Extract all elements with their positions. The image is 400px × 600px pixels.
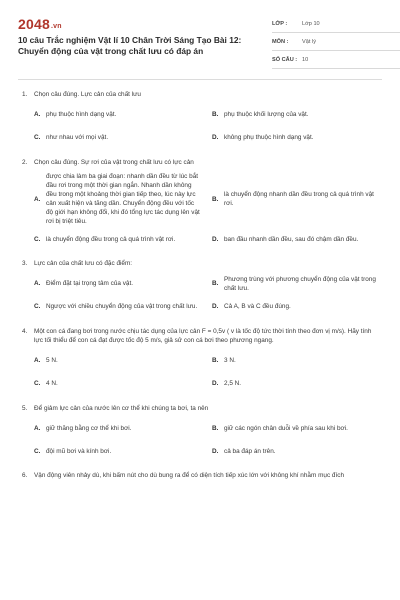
question-number: 2.	[22, 158, 28, 166]
option-text: 3 N.	[224, 357, 236, 364]
answer-options	[18, 172, 382, 249]
option-b[interactable]	[212, 105, 382, 125]
option-d[interactable]	[212, 374, 382, 394]
meta-label: MÔN :	[272, 38, 289, 45]
option-letter: A.	[34, 280, 41, 287]
option-letter: C.	[34, 134, 41, 141]
option-a[interactable]	[34, 351, 204, 371]
option-text: cả ba đáp án trên.	[224, 447, 276, 455]
answer-options	[18, 105, 382, 148]
option-b[interactable]	[212, 274, 382, 294]
option-c[interactable]	[34, 229, 204, 249]
answer-options	[18, 274, 382, 317]
document-title: 10 câu Trắc nghiệm Vật lí 10 Chân Trời Sáng Tạo Bài 12: Chuyển động của vật trong chất lưu có đáp án	[18, 35, 242, 56]
option-text: Phương trùng với phương chuyển động của vật trong chất lưu.	[224, 275, 376, 292]
option-letter: D.	[212, 447, 219, 455]
question-number: 4.	[22, 327, 28, 335]
option-text: Ngược với chiều chuyển động của vật trong chất lưu.	[46, 303, 198, 310]
question-list	[18, 80, 382, 481]
meta-row-class	[272, 15, 400, 33]
question-stem	[18, 471, 382, 481]
question-number: 1.	[22, 91, 28, 98]
option-letter: A.	[34, 424, 41, 432]
question-text: Một con cá đang bơi trong nước chịu tác dụng của lực cản F = 0,5v ( v là tốc độ tức thời tính theo đơn vị m/s). Hãy tính lực tối thiểu để con cá đạt được tốc độ 5 m/s, giả sử con cá bơi theo phương ngang.	[34, 327, 372, 344]
option-a[interactable]	[34, 274, 204, 294]
question-3	[18, 259, 382, 317]
option-text: giữ các ngón chân duỗi về phía sau khi bơi.	[224, 424, 348, 432]
option-text: như nhau với mọi vật.	[46, 134, 109, 141]
option-letter: B.	[212, 424, 219, 432]
option-letter: C.	[34, 380, 41, 387]
option-a[interactable]	[34, 172, 204, 226]
option-letter: B.	[212, 280, 219, 287]
option-b[interactable]	[212, 351, 382, 371]
meta-label: LỚP :	[272, 20, 288, 27]
document-meta	[272, 15, 400, 69]
question-text: Vận động viên nhảy dù, khi bấm nút cho dù bung ra để có diện tích tiếp xúc lớn với không khí nhằm mục đích	[34, 472, 344, 479]
document-header	[18, 0, 382, 80]
option-text: giữ thăng bằng cơ thể khi bơi.	[46, 424, 132, 432]
option-a[interactable]	[34, 105, 204, 125]
question-text: Lực cản của chất lưu có đặc điểm:	[34, 260, 133, 267]
question-stem	[18, 158, 382, 168]
question-6	[18, 471, 382, 481]
option-c[interactable]	[34, 374, 204, 394]
option-letter: B.	[212, 111, 219, 118]
site-logo[interactable]	[18, 16, 62, 32]
option-text: 2,5 N.	[224, 380, 242, 387]
answer-options	[18, 351, 382, 394]
option-d[interactable]	[212, 229, 382, 249]
option-text: được chia làm ba giai đoạn: nhanh dần đều từ lúc bắt đầu rơi trong một thời gian ngắn. Nhanh dần không đều trong một khoảng thời gian tiếp theo, lúc này lực cản xuất hiện và tăng dần. Chuyển động đều với tốc độ giới hạn không đổi, khi đó tổng lực tác dụng lên vật rơi bị triệt tiêu.	[46, 173, 200, 225]
question-stem	[18, 404, 382, 414]
logo-suffix: .vn	[50, 23, 62, 30]
option-c[interactable]	[34, 297, 204, 317]
question-number: 3.	[22, 260, 28, 267]
option-text: Điểm đặt tại trọng tâm của vật.	[46, 280, 134, 287]
option-b[interactable]	[212, 418, 382, 438]
option-d[interactable]	[212, 297, 382, 317]
question-number: 6.	[22, 472, 28, 479]
option-letter: C.	[34, 235, 41, 243]
option-letter: D.	[212, 380, 219, 387]
option-text: Cả A, B và C đều đúng.	[224, 303, 291, 310]
meta-value: Vật lý	[302, 38, 316, 45]
question-number: 5.	[22, 404, 28, 412]
option-d[interactable]	[212, 441, 382, 461]
option-text: không phụ thuộc hình dạng vật.	[224, 134, 314, 141]
option-letter: C.	[34, 447, 41, 455]
meta-row-subject	[272, 33, 400, 51]
option-letter: D.	[212, 303, 219, 310]
option-a[interactable]	[34, 418, 204, 438]
question-2	[18, 158, 382, 250]
question-4	[18, 327, 382, 394]
option-text: là chuyển động nhanh dần đều trong cả quá trình vật rơi.	[224, 191, 374, 207]
question-5	[18, 404, 382, 462]
option-letter: A.	[34, 111, 41, 118]
meta-row-count	[272, 51, 400, 69]
question-text: Chọn câu đúng. Lực cản của chất lưu	[34, 91, 141, 98]
option-text: ban đầu nhanh dần đều, sau đó chậm dần đều.	[224, 235, 359, 243]
question-stem	[18, 90, 382, 100]
option-text: phụ thuộc hình dạng vật.	[46, 111, 117, 118]
question-stem	[18, 259, 382, 269]
option-text: là chuyển động đều trong cả quá trình vật rơi.	[46, 235, 176, 243]
option-letter: B.	[212, 357, 219, 364]
logo-text: 2048	[18, 16, 50, 32]
meta-value: 10	[302, 56, 309, 63]
question-text: Để giảm lực cản của nước lên cơ thể khi chúng ta bơi, ta nên	[34, 404, 209, 412]
meta-value: Lớp 10	[302, 20, 320, 27]
option-letter: A.	[34, 357, 41, 364]
option-d[interactable]	[212, 128, 382, 148]
option-letter: A.	[34, 195, 41, 203]
question-text: Chọn câu đúng. Sự rơi của vật trong chất lưu có lực cản	[34, 158, 194, 166]
option-b[interactable]	[212, 172, 382, 226]
option-letter: C.	[34, 303, 41, 310]
option-c[interactable]	[34, 128, 204, 148]
option-text: đội mũ bơi và kính bơi.	[46, 447, 112, 455]
option-letter: D.	[212, 235, 219, 243]
question-stem	[18, 327, 382, 346]
answer-options	[18, 418, 382, 461]
meta-label: SỐ CÂU :	[272, 56, 298, 63]
option-text: 4 N.	[46, 380, 58, 387]
option-c[interactable]	[34, 441, 204, 461]
question-1	[18, 90, 382, 148]
option-letter: B.	[212, 195, 219, 203]
option-text: phụ thuộc khối lượng của vật.	[224, 111, 309, 118]
option-text: 5 N.	[46, 357, 58, 364]
option-letter: D.	[212, 134, 219, 141]
